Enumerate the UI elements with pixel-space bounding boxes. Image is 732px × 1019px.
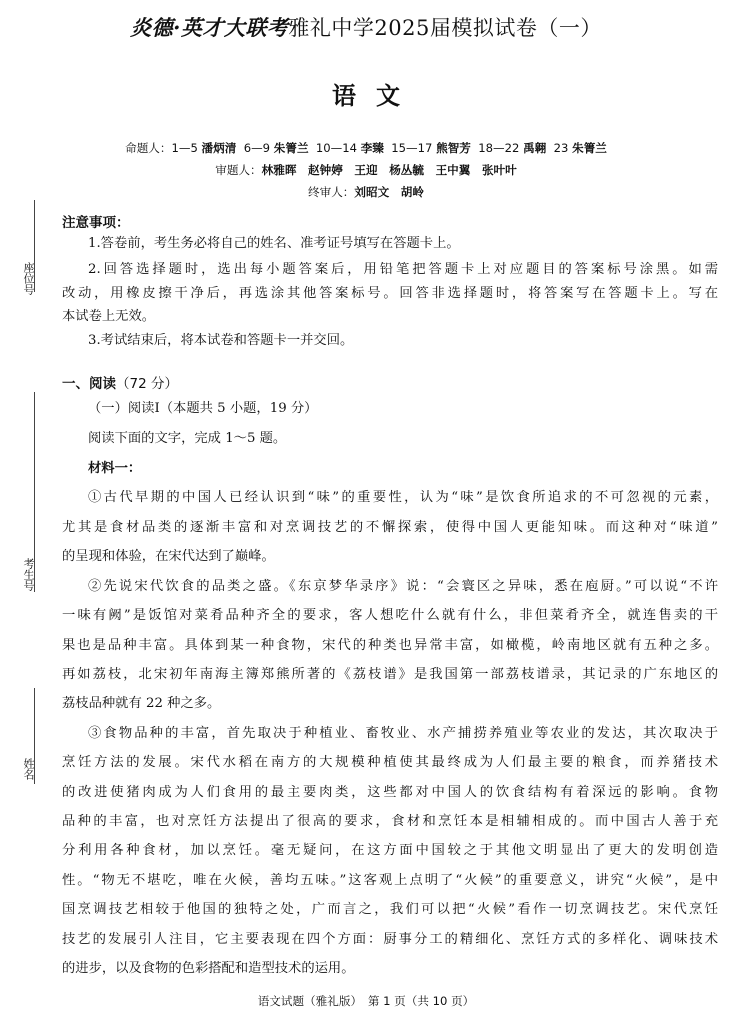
proposers-label: 命题人： xyxy=(125,141,172,155)
proposer-2: 朱箐兰 xyxy=(273,141,309,155)
notice-line: 改动，用橡皮擦干净后，再选涂其他答案标号。回答非选择题时，将答案写在答题卡上。写在 xyxy=(62,286,718,301)
paragraph-line: 一味有阙”是饭馆对菜肴品种齐全的要求，客人想吃什么就有什么，非但菜肴齐全，就连售卖的干 xyxy=(62,608,718,623)
final-names: 刘昭文 胡岭 xyxy=(354,185,424,199)
name-label: 姓名 xyxy=(22,758,35,780)
paragraph-line: ③食物品种的丰富，首先取决于种植业、畜牧业、水产捕捞养殖业等农业的发达，其次取决于 xyxy=(88,726,718,741)
notice-line: 3.考试结束后，将本试卷和答题卡一并交回。 xyxy=(88,333,354,348)
exam-title-rest: 雅礼中学2025届模拟试卷（一） xyxy=(288,16,602,40)
notice-line: 本试卷上无效。 xyxy=(62,309,156,324)
subject-title: 语文 xyxy=(332,82,420,110)
paragraph-line: 分利用各种食材，加以烹饪。毫无疑问，在这方面中国较之于其他文明显出了更大的发明创造 xyxy=(62,843,718,858)
paragraph-line: ①古代早期的中国人已经认识到“味”的重要性，认为“味”是饮食所追求的不可忽视的元素， xyxy=(88,490,718,505)
range-4: 15—17 xyxy=(391,141,433,155)
paragraph-line: 技艺的发展引人注目，它主要表现在四个方面：厨事分工的精细化、烹饪方式的多样化、调味技术 xyxy=(62,932,718,947)
exam-number-label: 考生号 xyxy=(22,558,35,591)
reviewers-line xyxy=(0,162,732,178)
paragraph-line: 果也是品种丰富。具体到某一种食物，宋代的种类也异常丰富，如橄榄，岭南地区就有五种之多。 xyxy=(62,638,718,653)
notice-title: 注意事项： xyxy=(62,215,130,231)
proposers-line xyxy=(0,140,732,156)
final-label: 终审人： xyxy=(308,185,355,199)
paragraph-line: 国烹调技艺相较于他国的独特之处，广而言之，我们可以把“火候”看作一切烹调技艺。宋代烹饪 xyxy=(62,902,718,917)
reviewers-names: 林雅晖 赵钟婷 王迎 杨丛毓 王中翼 张叶叶 xyxy=(261,163,517,177)
subsection-title: （一）阅读Ⅰ（本题共 5 小题，19 分） xyxy=(88,401,318,416)
proposer-3: 李臻 xyxy=(360,141,384,155)
proposer-6: 朱箐兰 xyxy=(572,141,607,155)
paragraph-line: 品种的丰富，也对烹饪方法提出了很高的要求，食材和烹饪本是相辅相成的。而中国古人善于充 xyxy=(62,814,718,829)
range-5: 18—22 xyxy=(478,141,520,155)
range-1: 1—5 xyxy=(171,141,198,155)
paragraph-line: 的呈现和体验，在宋代达到了巅峰。 xyxy=(62,549,275,564)
exam-title xyxy=(0,12,732,42)
notice-line: 1.答卷前，考生务必将自己的姓名、准考证号填写在答题卡上。 xyxy=(88,236,460,251)
notice-line: 2.回答选择题时，选出每小题答案后，用铅笔把答题卡上对应题目的答案标号涂黑。如需 xyxy=(88,262,718,277)
material-label: 材料一： xyxy=(88,461,142,476)
range-2: 6—9 xyxy=(243,141,271,155)
range-6: 23 xyxy=(553,141,569,155)
instruction: 阅读下面的文字，完成 1～5 题。 xyxy=(88,431,287,446)
brand-name: 炎德·英才大联考 xyxy=(130,15,289,40)
seat-number-label: 座位号 xyxy=(22,262,35,295)
paragraph-line: 的进步，以及食物的色彩搭配和造型技术的运用。 xyxy=(62,961,355,976)
section-title xyxy=(62,372,178,392)
proposer-4: 熊智芳 xyxy=(436,141,471,155)
proposer-1: 潘炳清 xyxy=(201,141,237,155)
reviewers-label: 审题人： xyxy=(215,163,262,177)
range-3: 10—14 xyxy=(315,141,358,155)
section-name: 一、阅读 xyxy=(62,376,116,392)
paragraph-line: 再如荔枝，北宋初年南海主簿郑熊所著的《荔枝谱》是我国第一部荔枝谱录，其记录的广东地区的 xyxy=(62,667,718,682)
paragraph-line: 烹饪方法的发展。宋代水稻在南方的大规模种植使其最终成为人们最主要的粮食，而养猪技术 xyxy=(62,755,718,770)
paragraph-line: ②先说宋代饮食的品类之盛。《东京梦华录序》说：“会寰区之异味，悉在庖厨。”可以说“不许 xyxy=(88,579,718,594)
proposer-5: 禹翱 xyxy=(523,141,547,155)
paragraph-line: 荔枝品种就有 22 种之多。 xyxy=(62,696,221,711)
paragraph-line: 的改进使猪肉成为人们食用的最主要肉类，这些都对中国人的饮食结构有着深远的影响。食物 xyxy=(62,785,718,800)
page-footer: 语文试题（雅礼版） 第 1 页（共 10 页） xyxy=(257,994,475,1008)
section-score: （72 分） xyxy=(116,376,178,392)
paragraph-line: 性。“物无不堪吃，唯在火候，善均五味。”这客观上点明了“火候”的重要意义，讲究“火候”，是中 xyxy=(62,873,718,888)
paragraph-line: 尤其是食材品类的逐渐丰富和对烹调技艺的不懈探索，使得中国人更能知味。而这种对“味道” xyxy=(62,520,718,535)
final-reviewers-line xyxy=(0,184,732,200)
